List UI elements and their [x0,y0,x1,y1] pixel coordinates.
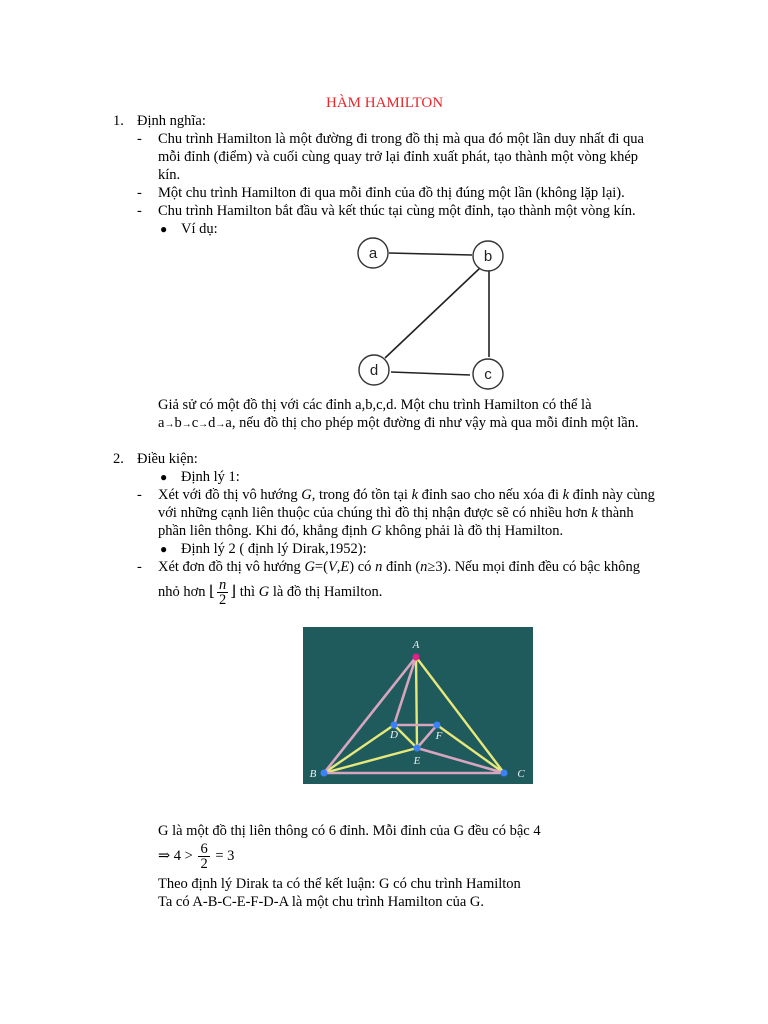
node-label-d: d [369,362,379,379]
text-run: không phải là đồ thị Hamilton. [381,523,564,539]
vertex-label-F: F [435,730,443,742]
vertex-F [434,722,441,729]
math-var: G [371,523,382,539]
math-var: E [340,559,350,575]
theorem-2-title: Định lý 2 ( định lý Dirak,1952): [181,541,367,557]
math-var: k [591,505,598,521]
math-var: k [411,487,419,503]
text-run: với những cạnh liên thuộc của chúng thì đồ thị nhận được sẽ có nhiều hơn [158,505,592,521]
edge-a-b [389,253,472,255]
inequality-line [158,836,234,876]
arrow-icon: → [215,419,226,430]
vertex-A [413,654,420,661]
arrow-icon: → [198,419,209,430]
floor-open: ⌊ [209,582,216,600]
path-vertex: a [225,415,232,431]
section-2-heading: Điều kiện: [137,451,198,467]
path-vertex: c [191,415,199,431]
vertex-D [391,722,398,729]
definition-line: Chu trình Hamilton bắt đầu và kết thúc tại cùng một đỉnh, tạo thành một vòng kín. [158,203,636,219]
text-run: thì [236,584,259,600]
arrow-icon: → [181,419,192,430]
section-1-number: 1. [113,113,124,129]
text-run: nhỏ hơn [158,584,210,600]
page-title: HÀM HAMILTON [326,95,444,111]
text-run: Xét đơn đồ thị vô hướng [158,559,305,575]
theorem-2-line [158,558,640,576]
theorem-1-line [158,504,634,522]
text-run: ) [349,559,355,575]
list-dash: - [137,185,142,201]
arrow-icon: → [164,419,175,430]
section-1-heading: Định nghĩa: [137,113,206,129]
definition-line: mỗi đỉnh (điểm) và cuối cùng quay trở lại đỉnh xuất phát, tạo thành một vòng khép [158,149,639,165]
node-label-b: b [483,248,493,265]
path-vertex: a [158,415,165,431]
path-vertex: b [174,415,182,431]
edge-A-E [416,657,417,748]
section-2-number: 2. [113,451,124,467]
theorem-1-line [158,486,655,504]
example-graph-diagram [352,234,512,394]
math-var: G [301,487,312,503]
text-run: , [336,559,341,575]
conclusion-line: Ta có A-B-C-E-F-D-A là một chu trình Hamilton của G. [158,894,484,910]
vertex-label-E: E [413,755,421,767]
vertex-E [414,745,421,752]
edge-c-d [391,372,470,375]
definition-line: Chu trình Hamilton là một đường đi trong đồ thị mà qua đó một lần duy nhất đi qua [158,131,644,147]
theorem-1-line [158,522,563,540]
fraction-denominator: 2 [200,856,208,873]
conclusion-line: Theo định lý Dirak ta có thể kết luận: G có chu trình Hamilton [158,876,521,892]
vertex-B [321,770,328,777]
fraction-6-over-2 [198,842,209,871]
path-vertex: d [208,415,216,431]
fraction-numerator: n [219,577,227,594]
vertex-label-D: D [390,729,398,741]
floor-close: ⌋ [230,582,237,600]
text-run: ⇒ 4 > [158,848,197,864]
text-run: , trong đó tồn tại [311,487,412,503]
math-var: G [258,584,270,600]
text-run: Xét với đồ thị vô hướng [158,487,302,503]
list-dash: - [137,131,142,147]
fraction-numerator: 6 [200,841,208,858]
example-label: Ví dụ: [181,221,218,237]
text-run: phần liên thông. Khi đó, khẳng định [158,523,372,539]
text-run: đỉnh ( [382,559,421,575]
text-run: có [354,559,376,575]
text-run: =( [314,559,328,575]
math-var: k [562,487,570,503]
hamilton-path-example [158,414,639,434]
theorem-1-title: Định lý 1: [181,469,240,485]
example-text: Giả sử có một đồ thị với các đỉnh a,b,c,d. Một chu trình Hamilton có thể là [158,397,592,413]
list-dash: - [137,559,142,575]
fraction-denominator: 2 [219,592,227,609]
list-dash: - [137,487,142,503]
example-text-tail: , nếu đồ thị cho phép một đường đi như vậy mà qua mỗi đỉnh một lần. [231,415,639,431]
text-run: ≥3). Nếu mọi đỉnh đều có bậc không [427,559,640,575]
text-run: đỉnh sao cho nếu xóa đi [418,487,563,503]
vertex-label-C: C [517,768,525,780]
node-label-c: c [484,366,492,383]
theorem-2-line [158,576,382,607]
text-run: đỉnh này cùng [569,487,655,503]
conclusion-line: G là một đồ thị liên thông có 6 đỉnh. Mỗi đỉnh của G đều có bậc 4 [158,823,541,839]
bullet-icon: ● [160,470,168,484]
math-var: n [375,559,383,575]
vertex-label-A: A [412,639,420,651]
math-var: V [327,559,337,575]
dirac-example-graph-figure [303,627,533,784]
edge-d-b [385,268,480,358]
text-run: thành [597,505,634,521]
definition-line: kín. [158,167,181,183]
vertex-label-B: B [309,768,317,780]
definition-line: Một chu trình Hamilton đi qua mỗi đỉnh của đồ thị đúng một lần (không lặp lại). [158,185,625,201]
bullet-icon: ● [160,542,168,556]
list-dash: - [137,203,142,219]
text-run: là đồ thị Hamilton. [269,584,383,600]
vertex-C [501,770,508,777]
node-label-a: a [368,245,378,262]
math-var: G [304,559,315,575]
math-var: n [420,559,428,575]
fraction-n-over-2 [217,578,228,607]
text-run: = 3 [211,848,235,864]
bullet-icon: ● [160,222,168,236]
